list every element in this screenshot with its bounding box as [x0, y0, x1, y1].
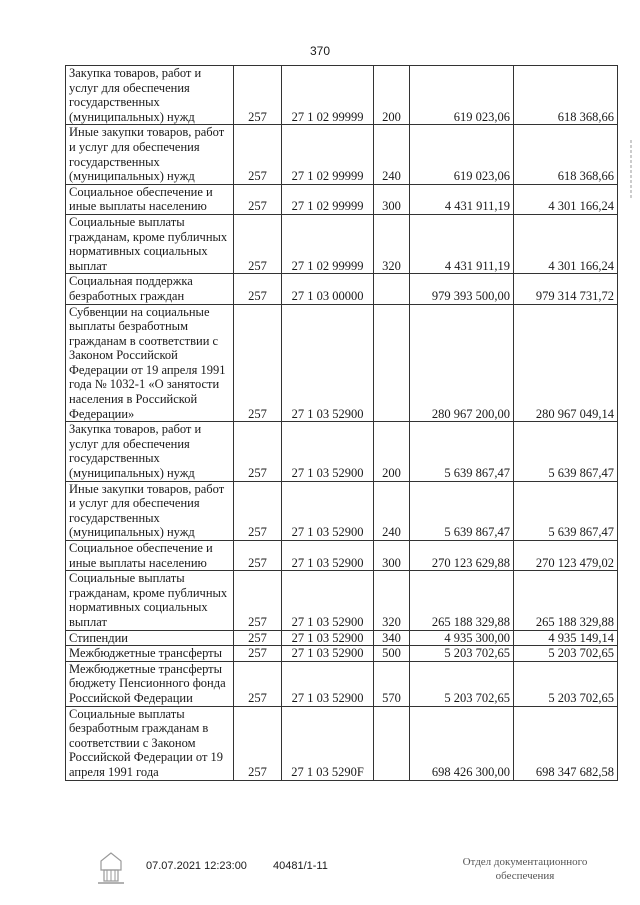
row-fact: 5 639 867,47 — [514, 422, 618, 481]
row-plan: 4 431 911,19 — [410, 184, 514, 214]
row-fact: 280 967 049,14 — [514, 304, 618, 422]
row-vr: 200 — [374, 66, 410, 125]
footer-dept-line2: обеспечения — [495, 870, 555, 882]
row-kcsr: 27 1 03 52900 — [282, 481, 374, 540]
row-kcsr: 27 1 03 52900 — [282, 422, 374, 481]
row-kcsr: 27 1 02 99999 — [282, 66, 374, 125]
row-fact: 270 123 479,02 — [514, 541, 618, 571]
row-ved: 257 — [234, 214, 282, 273]
row-plan: 4 935 300,00 — [410, 630, 514, 646]
row-vr: 300 — [374, 541, 410, 571]
row-fact: 618 368,66 — [514, 66, 618, 125]
table-row — [66, 646, 618, 662]
row-plan: 265 188 329,88 — [410, 571, 514, 630]
page-number: 370 — [309, 44, 331, 58]
row-plan: 5 203 702,65 — [410, 646, 514, 662]
footer-department-stamp — [430, 855, 620, 883]
row-kcsr: 27 1 03 52900 — [282, 304, 374, 422]
row-name: Закупка товаров, работ и услуг для обеспечения государственных (муниципальных) нужд — [66, 66, 234, 125]
row-ved: 257 — [234, 541, 282, 571]
row-vr: 320 — [374, 214, 410, 273]
row-fact: 5 203 702,65 — [514, 661, 618, 706]
row-plan: 5 203 702,65 — [410, 661, 514, 706]
row-name: Социальные выплаты гражданам, кроме публичных нормативных социальных выплат — [66, 571, 234, 630]
table-row — [66, 661, 618, 706]
table-row — [66, 571, 618, 630]
row-ved: 257 — [234, 422, 282, 481]
row-fact: 5 639 867,47 — [514, 481, 618, 540]
row-name: Межбюджетные трансферты — [66, 646, 234, 662]
row-vr: 240 — [374, 481, 410, 540]
row-kcsr: 27 1 03 52900 — [282, 661, 374, 706]
row-vr: 200 — [374, 422, 410, 481]
table-row — [66, 541, 618, 571]
row-plan: 698 426 300,00 — [410, 706, 514, 780]
row-vr: 240 — [374, 125, 410, 184]
row-ved: 257 — [234, 274, 282, 304]
row-name: Межбюджетные трансферты бюджету Пенсионного фонда Российской Федерации — [66, 661, 234, 706]
row-kcsr: 27 1 03 52900 — [282, 630, 374, 646]
row-plan: 5 639 867,47 — [410, 422, 514, 481]
table-row — [66, 214, 618, 273]
row-name: Социальные выплаты безработным гражданам в соответствии с Законом Российской Федерации от 19 апреля 1991 года — [66, 706, 234, 780]
budget-table — [65, 65, 618, 781]
scan-edge-mark — [628, 140, 634, 200]
row-name: Социальные выплаты гражданам, кроме публичных нормативных социальных выплат — [66, 214, 234, 273]
row-ved: 257 — [234, 481, 282, 540]
table-row — [66, 481, 618, 540]
row-ved: 257 — [234, 571, 282, 630]
table-row — [66, 274, 618, 304]
row-plan: 4 431 911,19 — [410, 214, 514, 273]
footer-timestamp: 07.07.2021 12:23:00 — [146, 860, 247, 872]
row-vr: 300 — [374, 184, 410, 214]
row-name: Закупка товаров, работ и услуг для обеспечения государственных (муниципальных) нужд — [66, 422, 234, 481]
row-name: Субвенции на социальные выплаты безработным гражданам в соответствии с Законом Российской Федерации от 19 апреля 1991 года № 1032-1 «О занятости населения в Российской Федерации» — [66, 304, 234, 422]
row-ved: 257 — [234, 706, 282, 780]
row-ved: 257 — [234, 184, 282, 214]
row-ved: 257 — [234, 66, 282, 125]
row-fact: 265 188 329,88 — [514, 571, 618, 630]
table-row — [66, 66, 618, 125]
row-plan: 5 639 867,47 — [410, 481, 514, 540]
row-fact: 618 368,66 — [514, 125, 618, 184]
table-row — [66, 422, 618, 481]
table-row — [66, 184, 618, 214]
table-row — [66, 304, 618, 422]
footer-registration-code: 40481/1-11 — [273, 860, 328, 872]
row-vr: 570 — [374, 661, 410, 706]
row-ved: 257 — [234, 630, 282, 646]
row-fact: 4 935 149,14 — [514, 630, 618, 646]
row-name: Социальная поддержка безработных граждан — [66, 274, 234, 304]
row-plan: 270 123 629,88 — [410, 541, 514, 571]
row-fact: 979 314 731,72 — [514, 274, 618, 304]
row-vr: 340 — [374, 630, 410, 646]
row-ved: 257 — [234, 304, 282, 422]
row-kcsr: 27 1 03 52900 — [282, 571, 374, 630]
row-fact: 4 301 166,24 — [514, 184, 618, 214]
row-vr — [374, 706, 410, 780]
emblem-icon — [95, 850, 127, 888]
row-vr: 500 — [374, 646, 410, 662]
row-kcsr: 27 1 03 00000 — [282, 274, 374, 304]
row-plan: 979 393 500,00 — [410, 274, 514, 304]
row-kcsr: 27 1 03 52900 — [282, 646, 374, 662]
footer-dept-line1: Отдел документационного — [462, 856, 588, 868]
row-plan: 619 023,06 — [410, 125, 514, 184]
row-name: Стипендии — [66, 630, 234, 646]
row-ved: 257 — [234, 646, 282, 662]
row-kcsr: 27 1 03 52900 — [282, 541, 374, 571]
row-plan: 619 023,06 — [410, 66, 514, 125]
row-name: Социальное обеспечение и иные выплаты населению — [66, 541, 234, 571]
row-fact: 4 301 166,24 — [514, 214, 618, 273]
table-row — [66, 706, 618, 780]
table-row — [66, 125, 618, 184]
row-vr — [374, 274, 410, 304]
row-kcsr: 27 1 02 99999 — [282, 214, 374, 273]
row-fact: 5 203 702,65 — [514, 646, 618, 662]
row-fact: 698 347 682,58 — [514, 706, 618, 780]
row-vr: 320 — [374, 571, 410, 630]
row-plan: 280 967 200,00 — [410, 304, 514, 422]
row-kcsr: 27 1 03 5290F — [282, 706, 374, 780]
row-name: Иные закупки товаров, работ и услуг для обеспечения государственных (муниципальных) нужд — [66, 481, 234, 540]
table-row — [66, 630, 618, 646]
row-name: Социальное обеспечение и иные выплаты населению — [66, 184, 234, 214]
row-ved: 257 — [234, 125, 282, 184]
row-kcsr: 27 1 02 99999 — [282, 125, 374, 184]
row-kcsr: 27 1 02 99999 — [282, 184, 374, 214]
row-vr — [374, 304, 410, 422]
row-name: Иные закупки товаров, работ и услуг для обеспечения государственных (муниципальных) нужд — [66, 125, 234, 184]
row-ved: 257 — [234, 661, 282, 706]
